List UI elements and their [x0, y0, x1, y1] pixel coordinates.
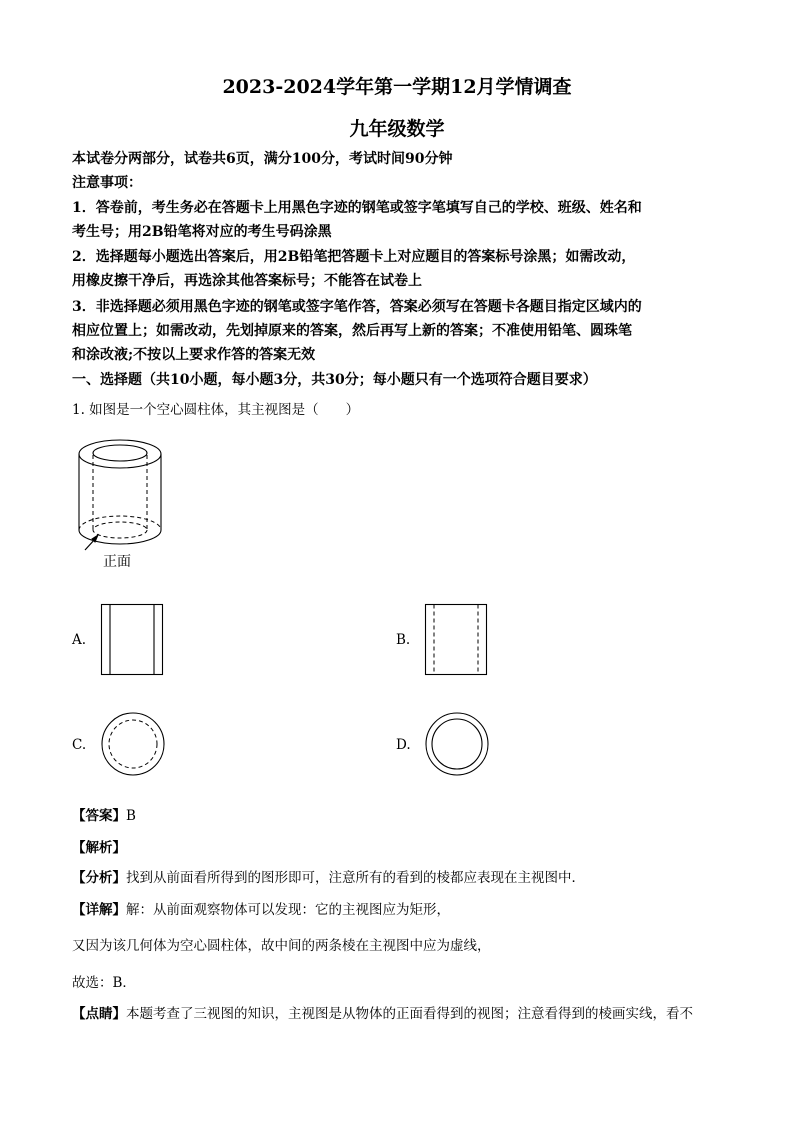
fenxi-line	[72, 866, 585, 886]
dianjing-tag: 【点睛】	[72, 1006, 126, 1022]
exam-intro: 本试卷分两部分，试卷共6页，满分100分，考试时间90分钟	[72, 151, 453, 167]
outer-top-ellipse	[79, 440, 161, 468]
xiangjie-line-3: 故选：B．	[72, 975, 136, 991]
option-c-label: C.	[72, 737, 87, 753]
notice-heading: 注意事项：	[72, 175, 142, 191]
notice-item-1-line-1: 1．答卷前，考生务必在答题卡上用黑色字迹的钢笔或签字笔填写自己的学校、班级、姓名和	[72, 200, 642, 216]
notice-item-2-line-1: 2．选择题每小题选出答案后，用2B铅笔把答题卡上对应题目的答案标号涂黑；如需改动，	[72, 249, 636, 265]
outer-bottom-hidden-arc	[79, 516, 161, 530]
fenxi-text: 找到从前面看所得到的图形即可，注意所有的看到的棱都应表现在主视图中．	[126, 870, 585, 886]
option-d-figure	[425, 712, 491, 778]
analysis-tag	[72, 836, 126, 856]
option-b-label: B.	[396, 632, 411, 648]
notice-item-1-line-2: 考生号；用2B铅笔将对应的考生号码涂黑	[72, 224, 332, 240]
outer-bottom-arc	[79, 530, 161, 544]
answer-line	[72, 804, 136, 824]
question-1-stem: 1. 如图是一个空心圆柱体，其主视图是（ ）	[72, 402, 360, 418]
analysis-tag-text: 【解析】	[72, 840, 126, 856]
xiangjie-text: 解：从前面观察物体可以发现：它的主视图应为矩形，	[126, 902, 450, 918]
notice-item-2-line-2: 用橡皮擦干净后，再选涂其他答案标号；不能答在试卷上	[72, 273, 422, 289]
xiangjie-tag: 【详解】	[72, 902, 126, 918]
notice-item-3-line-2: 相应位置上；如需改动，先划掉原来的答案，然后再写上新的答案；不准使用铅笔、圆珠笔	[72, 323, 632, 339]
dianjing-text: 本题考查了三视图的知识，主视图是从物体的正面看得到的视图；注意看得到的棱画实线，看不	[126, 1006, 693, 1022]
option-b-figure	[425, 604, 489, 676]
notice-item-3-line-1: 3．非选择题必须用黑色字迹的钢笔或签字笔作答，答案必须写在答题卡各题目指定区域内的	[72, 299, 642, 315]
option-a-figure	[101, 604, 165, 676]
page-title: 2023-2024学年第一学期12月学情调查	[222, 76, 572, 98]
page-subtitle: 九年级数学	[349, 118, 445, 140]
inner-top-ellipse	[93, 445, 147, 461]
option-c-figure	[101, 712, 167, 778]
option-a-label: A.	[72, 632, 87, 648]
option-d-label: D.	[396, 737, 411, 753]
section-1-heading: 一、选择题（共10小题，每小题3分，共30分；每小题只有一个选项符合题目要求）	[72, 372, 597, 388]
answer-tag: 【答案】	[72, 808, 126, 824]
notice-item-3-line-3: 和涂改液;不按以上要求作答的答案无效	[72, 347, 316, 363]
dianjing-line	[72, 1002, 693, 1022]
front-view-label: 正面	[103, 554, 131, 570]
xiangjie-line-2: 又因为该几何体为空心圆柱体，故中间的两条棱在主视图中应为虚线，	[72, 938, 491, 954]
fenxi-tag: 【分析】	[72, 870, 126, 886]
inner-bottom-hidden-ellipse	[93, 522, 147, 538]
xiangjie-line	[72, 898, 450, 918]
answer-value: B	[126, 808, 136, 824]
